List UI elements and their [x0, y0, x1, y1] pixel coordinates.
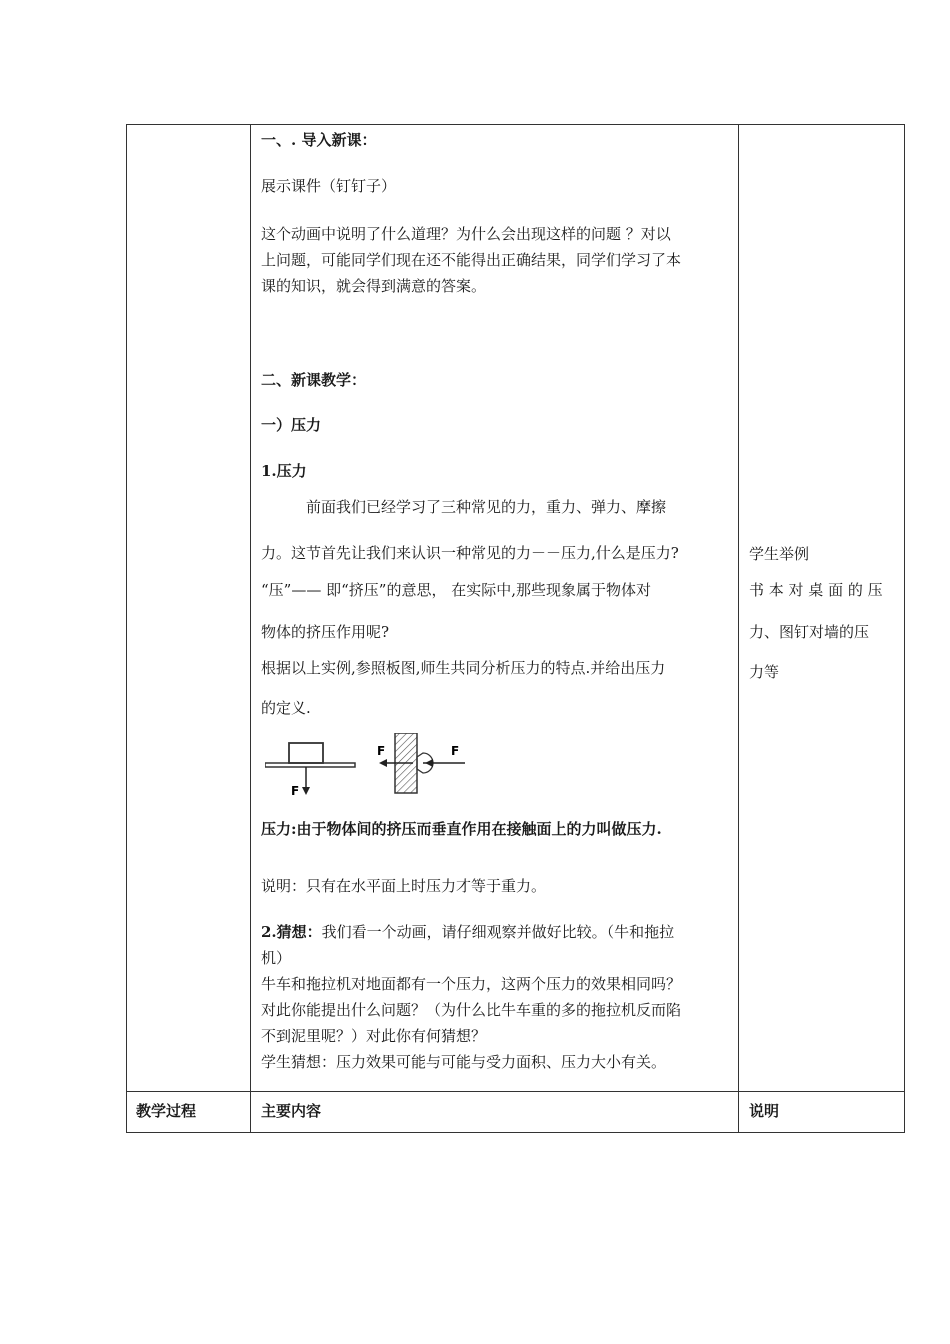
- pin-on-wall-figure: [377, 733, 465, 793]
- courseware-line: 展示课件（钉钉子）: [261, 177, 397, 195]
- column-divider: [738, 125, 739, 1132]
- paragraph-line: 前面我们已经学习了三种常见的力，重力、弹力、摩擦: [306, 498, 667, 516]
- side-note-line: 书 本 对 桌 面 的 压: [749, 581, 883, 599]
- guess-line: 对此你能提出什么问题？（为什么比牛车重的多的拖拉机反而陷: [261, 1001, 682, 1019]
- side-note-line: 力等: [749, 663, 780, 681]
- paragraph-line: 根据以上实例,参照板图,师生共同分析压力的特点.并给出压力: [261, 659, 666, 677]
- column-divider: [250, 125, 251, 1132]
- guess-line: 2.猜想：我们看一个动画，请仔细观察并做好比较。（牛和拖拉: [261, 923, 675, 941]
- paragraph-line: 力。这节首先让我们来认识一种常见的力－－压力,什么是压力?: [261, 544, 679, 562]
- footer-notes: 说明: [749, 1102, 780, 1120]
- lesson-table: [126, 124, 905, 1133]
- item-heading: 1.压力: [261, 462, 307, 480]
- guess-line: 机）: [261, 949, 292, 967]
- paragraph-line: 的定义.: [261, 699, 311, 717]
- paragraph-line: “压”—— 即“挤压”的意思， 在实际中,那些现象属于物体对: [261, 581, 651, 599]
- pressure-force-diagram: [265, 733, 475, 801]
- force-label: F: [377, 744, 386, 758]
- side-note-line: 力、图钉对墙的压: [749, 623, 870, 641]
- guess-line: 不到泥里呢？）对此你有何猜想？: [261, 1027, 487, 1045]
- force-label: F: [451, 744, 460, 758]
- note-line: 说明：只有在水平面上时压力才等于重力。: [261, 877, 547, 895]
- paragraph-line: 上问题，可能同学们现在还不能得出正确结果，同学们学习了本: [261, 251, 682, 269]
- guess-label: 2.猜想：: [261, 923, 322, 941]
- paragraph-line: 课的知识，就会得到满意的答案。: [261, 277, 487, 295]
- paragraph-line: 这个动画中说明了什么道理？为什么会出现这样的问题 ？对以: [261, 225, 671, 243]
- guess-line: 牛车和拖拉机对地面都有一个压力，这两个压力的效果相同吗？: [261, 975, 682, 993]
- paragraph-line: 物体的挤压作用呢?: [261, 623, 390, 641]
- pressure-definition: 压力:由于物体间的挤压而垂直作用在接触面上的力叫做压力.: [261, 820, 662, 838]
- block-on-table-figure: [265, 743, 355, 798]
- section-heading-new: 二、新课教学：: [261, 371, 367, 389]
- subsection-heading: 一）压力: [261, 416, 322, 434]
- section-heading-intro: 一、. 导入新课：: [261, 131, 377, 149]
- footer-main-content: 主要内容: [261, 1102, 322, 1120]
- footer-teaching-process: 教学过程: [136, 1102, 197, 1120]
- guess-line: 学生猜想：压力效果可能与可能与受力面积、压力大小有关。: [261, 1053, 667, 1071]
- force-label: F: [291, 784, 300, 798]
- side-note-line: 学生举例: [749, 545, 810, 563]
- row-divider: [127, 1091, 904, 1092]
